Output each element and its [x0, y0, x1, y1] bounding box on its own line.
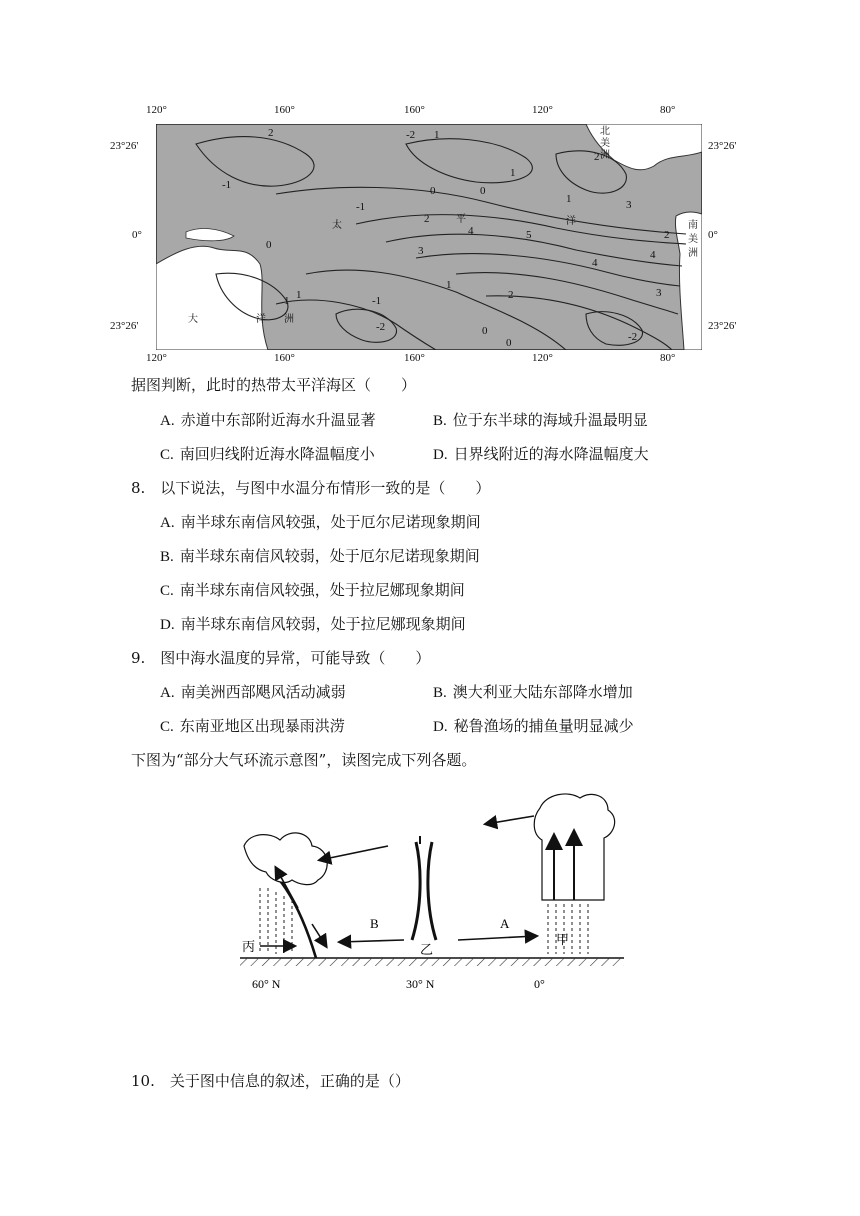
ocean-label-3: 洋 — [566, 216, 576, 227]
top-lon-label: 80° — [660, 104, 676, 116]
iso-label: -2 — [376, 321, 386, 333]
iso-label: 0 — [506, 337, 512, 349]
q7-stem: 据图判断，此时的热带太平洋海区（ ） — [131, 376, 417, 394]
sa-label-3: 洲 — [688, 248, 698, 259]
option-text: 南回归线附近海水降温幅度小 — [179, 445, 375, 463]
top-lon-label: 120° — [146, 104, 167, 116]
circulation-intro: 下图为“部分大气环流示意图”，读图完成下列各题。 — [131, 751, 477, 769]
option-letter: D. — [433, 719, 448, 735]
iso-label: 2 — [268, 127, 274, 139]
iso-label: 0 — [266, 239, 272, 251]
iso-label: 2 — [594, 151, 600, 163]
q8-option-b — [160, 545, 480, 568]
option-text: 秘鲁渔场的捕鱼量明显减少 — [453, 717, 634, 735]
subsidence-right — [428, 842, 436, 940]
iso-label: 2 — [508, 289, 514, 301]
q7-option-a — [160, 409, 376, 432]
top-lon-label: 160° — [404, 104, 425, 116]
option-letter: A. — [160, 413, 175, 429]
subsidence-left — [412, 842, 420, 940]
right-lat-label: 23°26' — [708, 140, 737, 152]
label-a: A — [500, 916, 510, 931]
iso-label: 3 — [418, 245, 424, 257]
iso-label: 1 — [284, 295, 290, 307]
q7-option-d — [433, 443, 649, 466]
q9-option-b — [433, 681, 633, 704]
q9-stem: 9. 图中海水温度的异常，可能导致（ ） — [131, 649, 431, 667]
option-letter: D. — [433, 447, 448, 463]
q7-option-b — [433, 409, 648, 432]
lat-0-label: 0° — [534, 977, 545, 991]
bottom-lon-label: 120° — [146, 352, 167, 364]
option-text: 南半球东南信风较弱，处于厄尔尼诺现象期间 — [179, 547, 480, 565]
option-letter: C. — [160, 583, 174, 599]
na-label-3: 洲 — [600, 150, 610, 161]
sa-label-2: 美 — [688, 234, 698, 245]
iso-label: 1 — [510, 167, 516, 179]
sst-map-figure — [110, 100, 750, 370]
option-letter: A. — [160, 685, 175, 701]
iso-label: 1 — [434, 129, 440, 141]
option-letter: B. — [433, 685, 447, 701]
iso-label: -1 — [356, 201, 366, 213]
option-text: 南半球东南信风较强，处于拉尼娜现象期间 — [179, 581, 465, 599]
iso-label: 1 — [296, 289, 302, 301]
option-text: 位于东半球的海域升温最明显 — [452, 411, 648, 429]
q9-option-c — [160, 715, 345, 738]
iso-label: 0 — [482, 325, 488, 337]
q8-option-d — [160, 613, 466, 636]
lat-60-label: 60° N — [252, 977, 281, 991]
na-label-2: 美 — [600, 138, 610, 149]
iso-label: 0 — [480, 185, 486, 197]
label-b: B — [370, 916, 379, 931]
iso-label: 1 — [566, 193, 572, 205]
q7-option-c — [160, 443, 375, 466]
label-yi: 乙 — [420, 942, 434, 957]
sa-label-1: 南 — [688, 220, 698, 231]
australia-land — [156, 246, 268, 350]
iso-label: -2 — [628, 331, 638, 343]
option-letter: D. — [160, 617, 175, 633]
circulation-diagram — [236, 788, 628, 1000]
iso-label: -2 — [406, 129, 416, 141]
q10-stem: 10. 关于图中信息的叙述，正确的是（） — [131, 1072, 410, 1090]
option-letter: C. — [160, 447, 174, 463]
label-jia: 甲 — [556, 932, 570, 947]
q8-stem: 8. 以下说法，与图中水温分布情形一致的是（ ） — [131, 479, 491, 497]
option-text: 南美洲西部飓风活动减弱 — [180, 683, 346, 701]
left-lat-label: 0° — [132, 229, 142, 241]
na-label-1: 北 — [600, 126, 610, 137]
option-text: 赤道中东部附近海水升温显著 — [180, 411, 376, 429]
q9-option-d — [433, 715, 634, 738]
option-text: 澳大利亚大陆东部降水增加 — [452, 683, 633, 701]
ocean-label-2: 平 — [456, 214, 466, 225]
au-label-1: 大 — [188, 314, 198, 325]
left-lat-label: 23°26' — [110, 320, 139, 332]
iso-label: 0 — [430, 185, 436, 197]
label-bing: 丙 — [242, 939, 256, 954]
iso-label: 5 — [526, 229, 532, 241]
iso-label: 4 — [468, 225, 474, 237]
lat-30-label: 30° N — [406, 977, 435, 991]
iso-label: 3 — [656, 287, 662, 299]
arrow-b — [340, 940, 404, 942]
right-lat-label: 23°26' — [708, 320, 737, 332]
ground-hatch — [240, 958, 624, 966]
option-letter: A. — [160, 515, 175, 531]
option-letter: B. — [160, 549, 174, 565]
iso-label: 3 — [626, 199, 632, 211]
iso-label: 1 — [446, 279, 452, 291]
ocean-label-1: 太 — [332, 220, 342, 231]
iso-label: -1 — [222, 179, 232, 191]
left-lat-label: 23°26' — [110, 140, 139, 152]
iso-label: -1 — [372, 295, 382, 307]
bottom-lon-label: 120° — [532, 352, 553, 364]
option-text: 南半球东南信风较弱，处于拉尼娜现象期间 — [180, 615, 466, 633]
au-label-2: 洋 — [256, 314, 266, 325]
q9-option-a — [160, 681, 346, 704]
q8-option-c — [160, 579, 465, 602]
iso-label: 4 — [650, 249, 656, 261]
iso-label: 4 — [592, 257, 598, 269]
au-label-3: 洲 — [284, 314, 294, 325]
circulation-svg — [236, 788, 628, 1000]
q8-option-a — [160, 511, 481, 534]
bottom-lon-label: 80° — [660, 352, 676, 364]
arrow-a — [458, 936, 536, 940]
right-lat-label: 0° — [708, 229, 718, 241]
iso-label: 2 — [664, 229, 670, 241]
option-text: 日界线附近的海水降温幅度大 — [453, 445, 649, 463]
sst-map — [156, 124, 702, 350]
bottom-lon-label: 160° — [274, 352, 295, 364]
top-lon-label: 160° — [274, 104, 295, 116]
option-text: 东南亚地区出现暴雨洪涝 — [179, 717, 345, 735]
iso-label: 2 — [424, 213, 430, 225]
option-letter: C. — [160, 719, 174, 735]
option-text: 南半球东南信风较强，处于厄尔尼诺现象期间 — [180, 513, 481, 531]
bottom-lon-label: 160° — [404, 352, 425, 364]
cloud-left — [244, 833, 327, 885]
top-lon-label: 120° — [532, 104, 553, 116]
option-letter: B. — [433, 413, 447, 429]
